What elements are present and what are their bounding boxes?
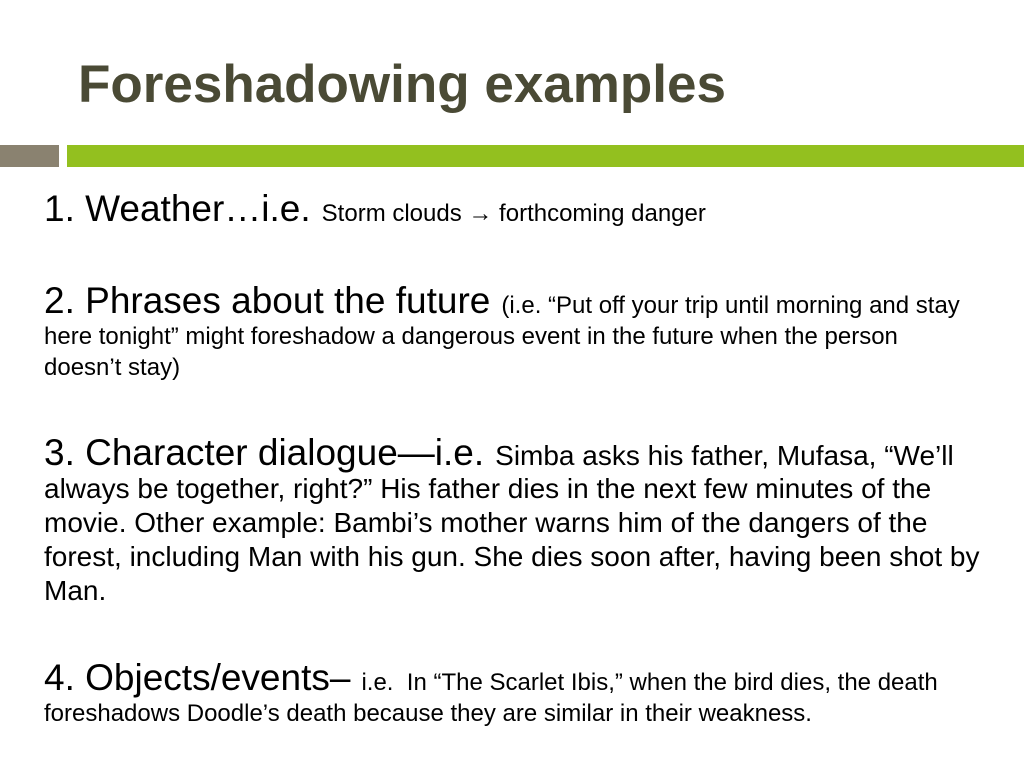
- item-text: forest, including Man with his gun. She dies soon after, having been shot by: [44, 541, 980, 572]
- list-item-phrases: [0, 282, 1024, 382]
- item-line: [44, 434, 954, 471]
- item-line: [44, 325, 898, 349]
- item-text: here tonight” might foreshadow a dangerous event in the future when the person: [44, 323, 898, 350]
- item-line: [44, 190, 706, 227]
- item-text: Simba asks his father, Mufasa, “We’ll: [495, 440, 954, 471]
- list-item-objects-events: [0, 659, 1024, 731]
- title-divider-block: [0, 145, 59, 167]
- slide-title: Foreshadowing examples: [78, 55, 726, 114]
- item-line: [44, 282, 960, 319]
- list-item-character-dialogue: [0, 434, 1024, 610]
- title-divider-bar: [67, 145, 1024, 167]
- item-text: Storm clouds → forthcoming danger: [321, 200, 706, 227]
- item-line: [44, 543, 979, 571]
- item-lead: 3. Character dialogue—i.e.: [44, 432, 485, 473]
- item-line: [44, 475, 931, 503]
- item-line: [44, 356, 180, 380]
- item-text: always be together, right?” His father dies in the next few minutes of the: [44, 473, 932, 504]
- item-text: doesn’t stay): [44, 354, 181, 381]
- item-lead: 4. Objects/events–: [44, 657, 351, 698]
- item-line: [44, 577, 106, 605]
- item-lead: 2. Phrases about the future: [44, 280, 491, 321]
- item-line: [44, 659, 938, 696]
- item-text: (i.e. “Put off your trip until morning and stay: [501, 292, 960, 319]
- item-line: [44, 702, 812, 726]
- item-text: foreshadows Doodle’s death because they are similar in their weakness.: [44, 700, 812, 727]
- item-text: Man.: [44, 575, 107, 606]
- item-lead: 1. Weather…i.e.: [44, 188, 311, 229]
- item-line: [44, 509, 927, 537]
- list-item-weather: [0, 190, 1024, 230]
- item-text: movie. Other example: Bambi’s mother warns him of the dangers of the: [44, 507, 928, 538]
- item-text: i.e. In “The Scarlet Ibis,” when the bird dies, the death: [361, 669, 938, 696]
